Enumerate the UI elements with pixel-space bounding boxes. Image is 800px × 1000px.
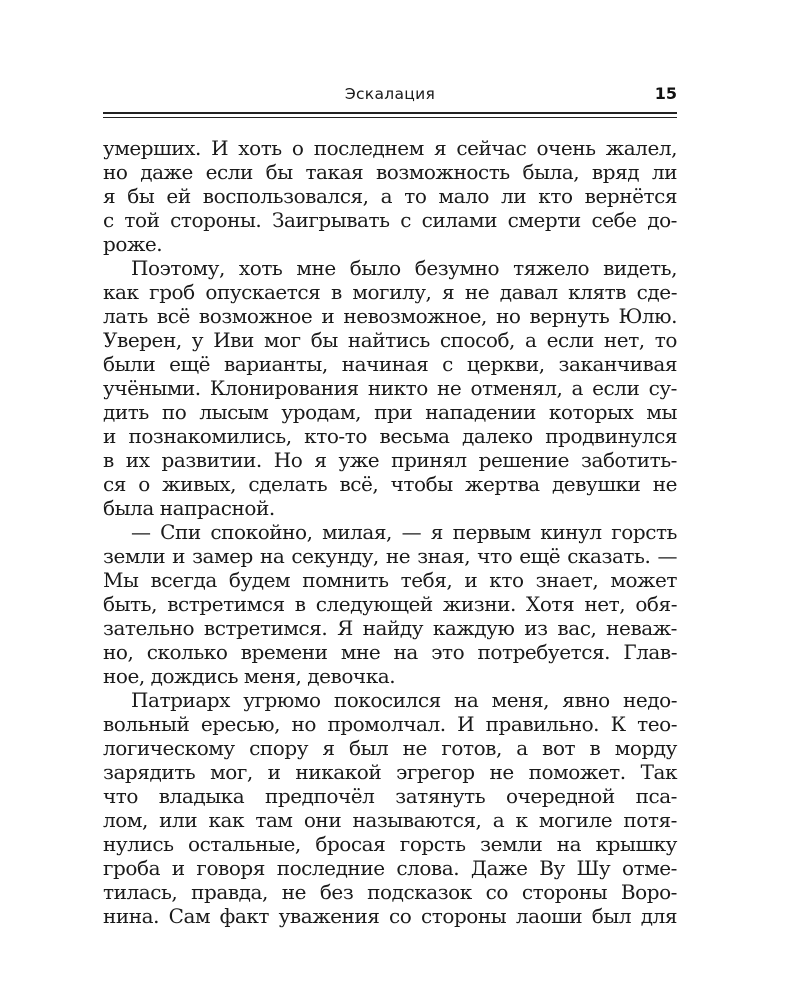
text-line: нина. Сам факт уважения со стороны лаоши был для [103, 904, 677, 928]
header-rule-thin [103, 117, 677, 118]
text-line: как гроб опускается в могилу, я не давал клятв сде- [103, 280, 677, 304]
text-line: с той стороны. Заигрывать с силами смерти себе до- [103, 208, 677, 232]
text-line: земли и замер на секунду, не зная, что ещё сказать. — [103, 544, 677, 568]
page-number: 15 [654, 84, 677, 103]
text-line: но даже если бы такая возможность была, вряд ли [103, 160, 677, 184]
text-line: но, сколько времени мне на это потребуется. Глав- [103, 640, 677, 664]
text-line: зательно встретимся. Я найду каждую из вас, неваж- [103, 616, 677, 640]
text-line: что владыка предпочёл затянуть очередной пса- [103, 784, 677, 808]
text-line: умерших. И хоть о последнем я сейчас очень жалел, [103, 136, 677, 160]
header-rule-thick [103, 112, 677, 114]
text-line: ся о живых, сделать всё, чтобы жертва девушки не [103, 472, 677, 496]
text-line: быть, встретимся в следующей жизни. Хотя нет, обя- [103, 592, 677, 616]
text-line: лом, или как там они называются, а к могиле потя- [103, 808, 677, 832]
text-line: и познакомились, кто-то весьма далеко продвинулся [103, 424, 677, 448]
text-line: были ещё варианты, начиная с церкви, заканчивая [103, 352, 677, 376]
text-line: я бы ей воспользовался, а то мало ли кто вернётся [103, 184, 677, 208]
section-title: Эскалация [344, 85, 436, 103]
text-line: лать всё возможное и невозможное, но вернуть Юлю. [103, 304, 677, 328]
text-line: учёными. Клонирования никто не отменял, а если су- [103, 376, 677, 400]
text-line: гроба и говоря последние слова. Даже Ву Шу отме- [103, 856, 677, 880]
text-line: логическому спору я был не готов, а вот в морду [103, 736, 677, 760]
text-line: Мы всегда будем помнить тебя, и кто знает, может [103, 568, 677, 592]
paragraph-first-line: Патриарх угрюмо покосился на меня, явно недо- [131, 688, 677, 712]
text-line: Уверен, у Иви мог бы найтись способ, а если нет, то [103, 328, 677, 352]
text-line: в их развитии. Но я уже принял решение заботить- [103, 448, 677, 472]
text-line: тилась, правда, не без подсказок со стороны Воро- [103, 880, 677, 904]
running-head [103, 85, 677, 107]
text-line: была напрасной. [103, 496, 275, 520]
paragraph-first-line: — Спи спокойно, милая, — я первым кинул горсть [131, 520, 677, 544]
body-text [103, 136, 677, 928]
text-line: дить по лысым уродам, при нападении которых мы [103, 400, 677, 424]
text-line: ное, дождись меня, девочка. [103, 664, 396, 688]
paragraph-first-line: Поэтому, хоть мне было безумно тяжело видеть, [131, 256, 677, 280]
text-line: роже. [103, 232, 163, 256]
text-line: зарядить мог, и никакой эгрегор не поможет. Так [103, 760, 677, 784]
text-line: нулись остальные, бросая горсть земли на крышку [103, 832, 677, 856]
text-line: вольный ересью, но промолчал. И правильно. К тео- [103, 712, 677, 736]
